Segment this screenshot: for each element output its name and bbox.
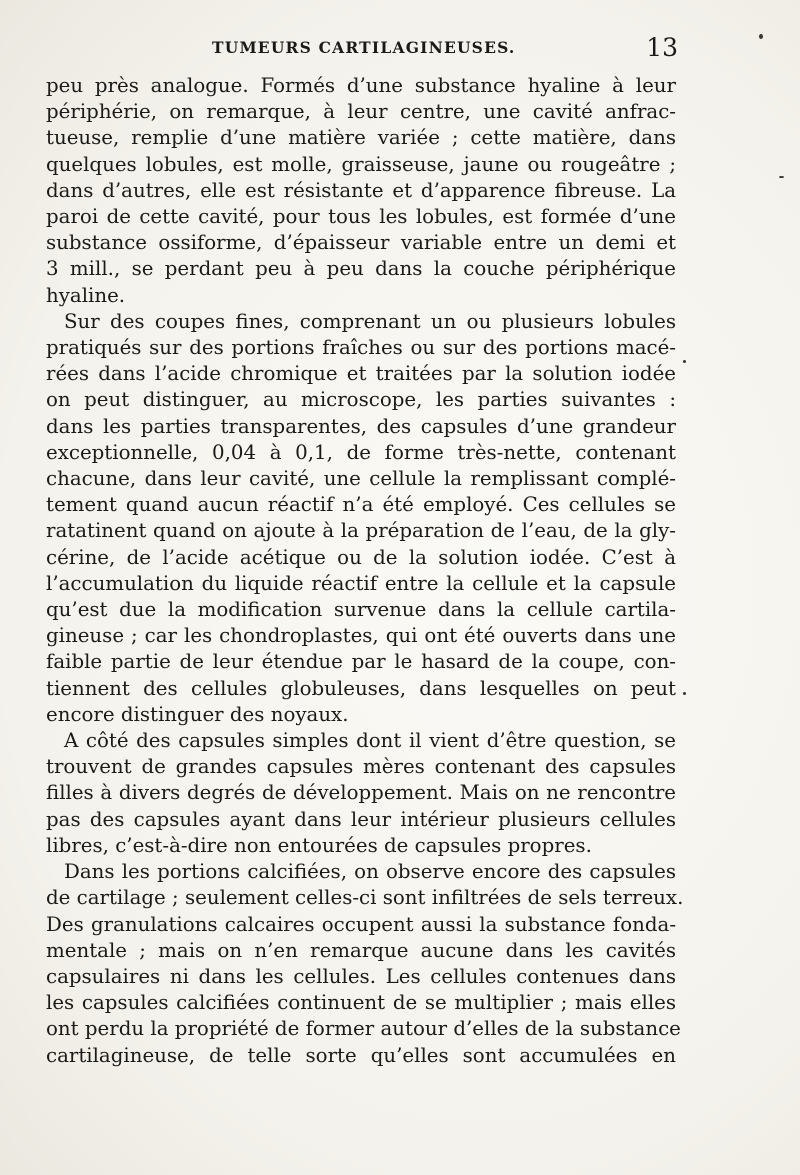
paper-speck [683, 692, 686, 695]
text-line: de cartilage ; seulement celles-ci sont infiltrées de sels terreux. [46, 886, 684, 910]
text-line: périphérie, on remarque, à leur centre, une cavité anfrac- [46, 100, 676, 124]
paragraph-start-line: Dans les portions calcifiées, on observe encore des capsules [64, 860, 676, 884]
text-line: tiennent des cellules globuleuses, dans lesquelles on peut [46, 676, 676, 700]
text-line: mentale ; mais on n’en remarque aucune dans les cavités [46, 938, 676, 962]
paragraph-end-line: libres, c’est-à-dire non entourées de capsules propres. [46, 833, 592, 857]
running-title: TUMEURS CARTILAGINEUSES. [212, 38, 516, 57]
text-line: Des granulations calcaires occupent aussi la substance fonda- [46, 912, 676, 936]
text-line: exceptionnelle, 0,04 à 0,1, de forme très-nette, contenant [46, 440, 676, 464]
paragraph-start-line: A côté des capsules simples dont il vient d’être question, se [64, 729, 676, 753]
text-line: capsulaires ni dans les cellules. Les cellules contenues dans [46, 964, 676, 988]
text-line: tement quand aucun réactif n’a été employé. Ces cellules se [46, 493, 676, 517]
text-line: filles à divers degrés de développement. Mais on ne rencontre [46, 781, 676, 805]
text-line: pratiqués sur des portions fraîches ou sur des portions macé- [46, 336, 676, 360]
text-line: ratatinent quand on ajoute à la préparation de l’eau, de la gly- [46, 519, 676, 543]
text-line: cartilagineuse, de telle sorte qu’elles sont accumulées en [46, 1043, 676, 1067]
text-line: tueuse, remplie d’une matière variée ; cette matière, dans [46, 126, 676, 150]
text-line: chacune, dans leur cavité, une cellule la remplissant complé- [46, 467, 676, 491]
text-line: quelques lobules, est molle, graisseuse, jaune ou rougeâtre ; [46, 152, 676, 176]
body-text [46, 73, 684, 1069]
text-line: qu’est due la modification survenue dans la cellule cartila- [46, 598, 676, 622]
text-line: peu près analogue. Formés d’une substance hyaline à leur [46, 74, 676, 97]
text-line: ont perdu la propriété de former autour d’elles de la substance [46, 1017, 681, 1041]
text-line: 3 mill., se perdant peu à peu dans la couche périphérique [46, 257, 676, 281]
text-line: paroi de cette cavité, pour tous les lobules, est formée d’une [46, 205, 676, 229]
text-line: l’accumulation du liquide réactif entre la cellule et la capsule [46, 571, 676, 595]
page-number: 13 [646, 33, 678, 62]
text-line: gineuse ; car les chondroplastes, qui ont été ouverts dans une [46, 624, 676, 648]
text-line: dans d’autres, elle est résistante et d’apparence fibreuse. La [46, 178, 676, 202]
paper-speck [759, 34, 763, 39]
paragraph-end-line: hyaline. [46, 283, 126, 307]
text-line: trouvent de grandes capsules mères contenant des capsules [46, 755, 676, 779]
text-line: on peut distinguer, au microscope, les parties suivantes : [46, 388, 676, 412]
text-line: cérine, de l’acide acétique ou de la solution iodée. C’est à [46, 545, 676, 569]
text-line: pas des capsules ayant dans leur intérieur plusieurs cellules [46, 807, 676, 831]
paragraph-start-line: Sur des coupes fines, comprenant un ou plusieurs lobules [64, 309, 676, 333]
text-line: les capsules calcifiées continuent de se multiplier ; mais elles [46, 991, 676, 1015]
text-line: dans les parties transparentes, des capsules d’une grandeur [46, 414, 676, 438]
text-line: substance ossiforme, d’épaisseur variable entre un demi et [46, 231, 676, 255]
text-line: faible partie de leur étendue par le hasard de la coupe, con- [46, 650, 676, 674]
text-line: rées dans l’acide chromique et traitées par la solution iodée [46, 362, 676, 386]
paragraph-end-line: encore distinguer des noyaux. [46, 702, 349, 726]
paper-speck [779, 176, 784, 178]
page-header [46, 34, 676, 64]
paper-speck [683, 360, 686, 363]
